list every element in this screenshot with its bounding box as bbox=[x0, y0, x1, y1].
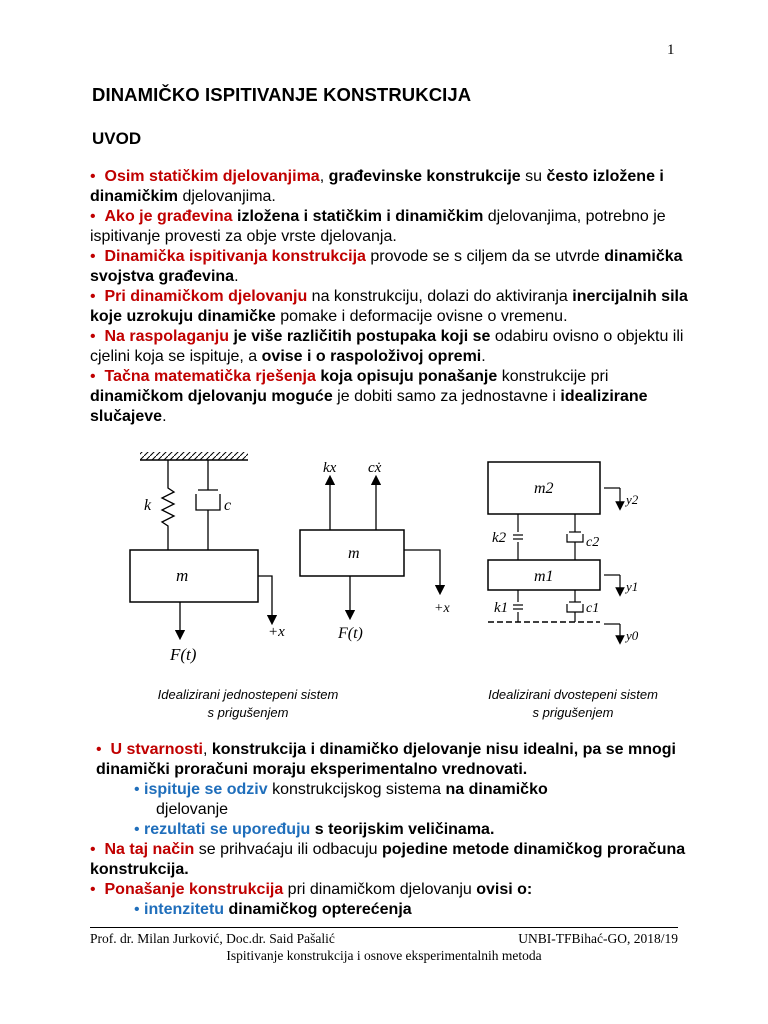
mass-2-label: m2 bbox=[534, 480, 554, 497]
bullet-dot-icon: • bbox=[90, 248, 105, 265]
bullet-item bbox=[90, 167, 695, 207]
force-label: F(t) bbox=[170, 645, 197, 664]
bullet-item bbox=[90, 247, 695, 287]
bullet-item bbox=[90, 207, 695, 247]
body-text: . bbox=[162, 408, 167, 425]
highlight-text: Na raspolaganju bbox=[104, 328, 229, 345]
bold-text: s teorijskim veličinama. bbox=[314, 821, 495, 838]
displacement-arrow bbox=[258, 576, 272, 620]
spring-k2 bbox=[513, 514, 523, 560]
bold-text: dinamičkog opterećenja bbox=[228, 901, 412, 918]
body-text: je dobiti samo za jednostavne i bbox=[332, 388, 561, 405]
y0-label: y0 bbox=[626, 628, 639, 643]
body-text: , bbox=[319, 168, 329, 185]
highlight-text: Ako je građevina bbox=[104, 208, 233, 225]
sub-bullet-item bbox=[90, 780, 690, 800]
bold-text: dinamička svojstva građevina bbox=[90, 248, 683, 285]
body-text: se prihvaćaju ili odbacuju bbox=[194, 841, 382, 858]
bullet-item bbox=[90, 367, 695, 427]
body-text: pri dinamičkom djelovanju bbox=[283, 881, 477, 898]
bold-text: često izložene i dinamičkim bbox=[90, 168, 664, 205]
bold-text: izložena i statičkim i dinamičkim bbox=[237, 208, 484, 225]
y1-label: y1 bbox=[626, 579, 639, 594]
bold-text: pojedine metode dinamičkog proračuna konstrukcija. bbox=[90, 841, 686, 878]
bullet-dot-icon: • bbox=[90, 368, 105, 385]
free-body-diagram bbox=[300, 460, 450, 642]
sub-bullet-continuation bbox=[90, 800, 690, 820]
sub-bullet-dot-icon: • bbox=[134, 781, 145, 798]
fbd-displacement-label: +x bbox=[434, 601, 450, 616]
highlight-text: rezultati se upoređuju bbox=[144, 821, 311, 838]
bullet-item bbox=[90, 287, 695, 327]
bullet-dot-icon: • bbox=[90, 208, 105, 225]
mass-block bbox=[130, 550, 258, 602]
sub-bullet-item bbox=[90, 820, 690, 840]
caption-line: s prigušenjem bbox=[207, 705, 289, 720]
damper-c1 bbox=[567, 590, 583, 622]
damper-c bbox=[196, 460, 220, 550]
ground-hatch bbox=[140, 452, 248, 460]
body-text: provode se s ciljem da se utvrde bbox=[365, 248, 605, 265]
bold-text: je više različitih postupaka koji se bbox=[233, 328, 491, 345]
caption-line: Idealizirani jednostepeni sistem bbox=[157, 687, 339, 702]
bullet-item bbox=[90, 880, 690, 900]
bold-text: dinamičkom djelovanju moguće bbox=[90, 388, 333, 405]
highlight-text: Na taj način bbox=[104, 841, 195, 858]
bullet-dot-icon: • bbox=[90, 841, 105, 858]
reality-bullet-list bbox=[90, 740, 690, 920]
bullet-dot-icon: • bbox=[90, 168, 105, 185]
body-text: pomake i deformacije ovisne o vremenu. bbox=[275, 308, 568, 325]
highlight-text: intenzitetu bbox=[144, 901, 225, 918]
dynamic-systems-figure bbox=[120, 450, 680, 680]
intro-bullet-list bbox=[90, 167, 695, 427]
body-text: . bbox=[234, 268, 239, 285]
caption-sdof bbox=[128, 686, 368, 722]
body-text: djelovanjima, potrebno je ispitivanje provesti za obje vrste djelovanja. bbox=[90, 208, 666, 245]
bold-text: idealizirane slučajeve bbox=[90, 388, 648, 425]
spring-force-label: kx bbox=[323, 460, 337, 476]
k1-label: k1 bbox=[494, 600, 509, 616]
footer-divider bbox=[90, 927, 678, 928]
spring-label: k bbox=[144, 497, 152, 514]
k2-label: k2 bbox=[492, 530, 507, 546]
bold-text: ovise i o raspoloživoj opremi bbox=[261, 348, 482, 365]
two-dof-system bbox=[488, 462, 639, 643]
caption-mdof bbox=[468, 686, 678, 722]
bold-text: ovisi o: bbox=[476, 881, 533, 898]
c2-label: c2 bbox=[586, 535, 600, 550]
displacement-label: +x bbox=[268, 624, 285, 640]
bullet-dot-icon: • bbox=[90, 288, 105, 305]
highlight-text: Osim statičkim djelovanjima bbox=[104, 168, 320, 185]
body-text: su bbox=[520, 168, 547, 185]
bold-text: građevinske konstrukcije bbox=[328, 168, 521, 185]
mass-label: m bbox=[176, 566, 189, 585]
highlight-text: Pri dinamičkom djelovanju bbox=[104, 288, 308, 305]
body-text: djelovanje bbox=[156, 801, 229, 818]
body-text: konstrukcije pri bbox=[497, 368, 609, 385]
bullet-dot-icon: • bbox=[96, 741, 111, 758]
sub-bullet-item bbox=[90, 900, 690, 920]
damper-label: c bbox=[224, 497, 232, 514]
body-text: na konstrukciju, dolazi do aktiviranja bbox=[307, 288, 573, 305]
bold-text: koja opisuju ponašanje bbox=[320, 368, 498, 385]
bullet-item bbox=[90, 840, 690, 880]
bold-text: inercijalnih sila koje uzrokuju dinamičke bbox=[90, 288, 688, 325]
page-title: DINAMIČKO ISPITIVANJE KONSTRUKCIJA bbox=[92, 84, 472, 105]
damping-force-label: cẋ bbox=[368, 460, 382, 476]
sub-bullet-dot-icon: • bbox=[134, 901, 145, 918]
footer-course-title: Ispitivanje konstrukcija i osnove eksperimentalnih metoda bbox=[226, 948, 542, 963]
mass-1-label: m1 bbox=[534, 568, 554, 585]
highlight-text: U stvarnosti bbox=[110, 741, 203, 758]
bullet-item bbox=[90, 327, 695, 367]
body-text: , bbox=[202, 741, 212, 758]
bullet-dot-icon: • bbox=[90, 881, 105, 898]
c1-label: c1 bbox=[586, 601, 600, 616]
highlight-text: ispituje se odziv bbox=[144, 781, 268, 798]
sub-bullet-dot-icon: • bbox=[134, 821, 145, 838]
fbd-mass-label: m bbox=[348, 545, 360, 562]
damper-c2 bbox=[567, 514, 583, 560]
bold-text: konstrukcija i dinamičko djelovanje nisu idealni, pa se mnogi dinamički proračuni moraju eksperimentalno vrednovati. bbox=[96, 741, 676, 778]
highlight-text: Dinamička ispitivanja konstrukcija bbox=[104, 248, 366, 265]
body-text: odabiru ovisno o objektu ili cjelini koja se ispituje, a bbox=[90, 328, 684, 365]
dynamic-systems-diagram bbox=[120, 450, 680, 680]
bullet-item bbox=[90, 740, 690, 780]
fbd-displacement-arrow bbox=[404, 550, 440, 590]
spring-k bbox=[162, 460, 174, 550]
bullet-dot-icon: • bbox=[90, 328, 105, 345]
body-text: djelovanjima. bbox=[178, 188, 276, 205]
footer-institution: UNBI-TFBihać-GO, 2018/19 bbox=[518, 931, 678, 946]
footer-authors: Prof. dr. Milan Jurković, Doc.dr. Said Pašalić bbox=[90, 931, 335, 946]
sdof-system bbox=[130, 452, 285, 664]
caption-line: s prigušenjem bbox=[532, 705, 614, 720]
highlight-text: Tačna matematička rješenja bbox=[104, 368, 316, 385]
fbd-force-label: F(t) bbox=[338, 625, 363, 642]
page-number: 1 bbox=[667, 42, 675, 58]
spring-k1 bbox=[513, 590, 523, 622]
body-text: . bbox=[481, 348, 486, 365]
highlight-text: Ponašanje konstrukcija bbox=[104, 881, 284, 898]
bold-text: na dinamičko bbox=[445, 781, 548, 798]
body-text: konstrukcijskog sistema bbox=[267, 781, 446, 798]
caption-line: Idealizirani dvostepeni sistem bbox=[488, 687, 658, 702]
y2-label: y2 bbox=[626, 492, 639, 507]
section-title: UVOD bbox=[92, 129, 142, 148]
